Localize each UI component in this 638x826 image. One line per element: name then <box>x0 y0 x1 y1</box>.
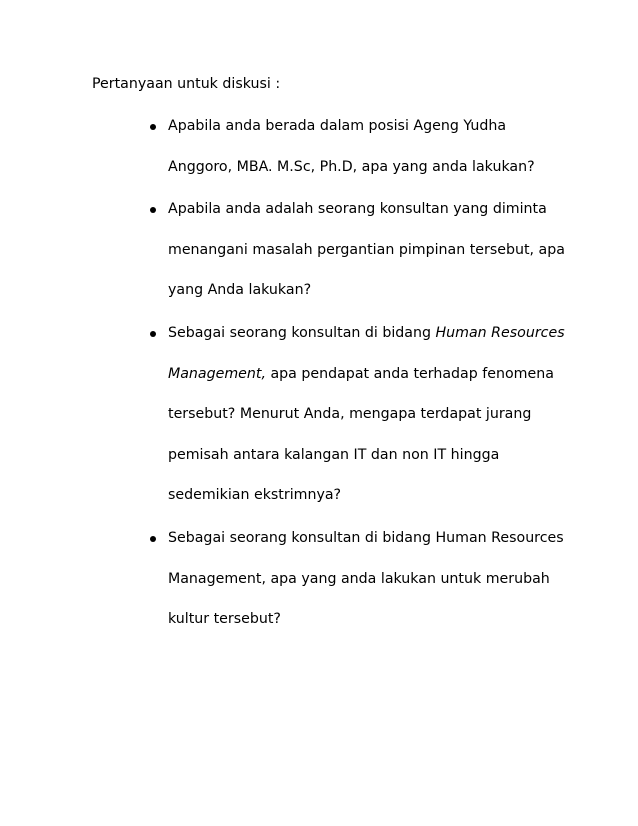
question-line <box>168 526 590 567</box>
question-list <box>150 114 590 650</box>
question-item <box>150 321 590 524</box>
question-text: Sebagai seorang konsultan di bidang <box>168 324 436 341</box>
question-text: menangani masalah pergantian pimpinan tersebut, apa <box>168 241 565 258</box>
question-item <box>150 197 590 319</box>
question-text: Sebagai seorang konsultan di bidang Human Resources <box>168 529 564 546</box>
question-item <box>150 114 590 195</box>
question-line <box>168 278 590 319</box>
question-text: apa pendapat anda terhadap fenomena <box>265 365 554 382</box>
question-italic-text: Human Resources <box>435 324 565 341</box>
question-line <box>168 607 590 648</box>
discussion-heading: Pertanyaan untuk diskusi : <box>92 76 281 92</box>
bullet-icon <box>150 536 156 542</box>
question-line <box>168 362 590 403</box>
question-line <box>168 483 590 524</box>
question-line <box>168 321 590 362</box>
question-text: Management, apa yang anda lakukan untuk merubah <box>168 570 550 587</box>
question-text: yang Anda lakukan? <box>168 282 312 299</box>
bullet-icon <box>150 124 156 130</box>
bullet-icon <box>150 207 156 213</box>
question-line <box>168 402 590 443</box>
question-line <box>168 197 590 238</box>
question-text: Apabila anda berada dalam posisi Ageng Yudha <box>168 118 507 134</box>
question-line <box>168 155 590 196</box>
question-text: sedemikian ekstrimnya? <box>168 487 342 504</box>
question-line <box>168 567 590 608</box>
question-line <box>168 114 590 155</box>
question-line <box>168 238 590 279</box>
question-text: Apabila anda adalah seorang konsultan yang diminta <box>168 201 547 218</box>
bullet-icon <box>150 331 156 337</box>
question-italic-text: Management, <box>168 365 266 382</box>
question-text: Anggoro, MBA. M.Sc, Ph.D, apa yang anda lakukan? <box>168 158 535 175</box>
question-item <box>150 526 590 648</box>
question-text: pemisah antara kalangan IT dan non IT hingga <box>168 446 500 463</box>
question-text: kultur tersebut? <box>168 611 281 628</box>
question-text: tersebut? Menurut Anda, mengapa terdapat jurang <box>168 406 532 423</box>
question-line <box>168 443 590 484</box>
